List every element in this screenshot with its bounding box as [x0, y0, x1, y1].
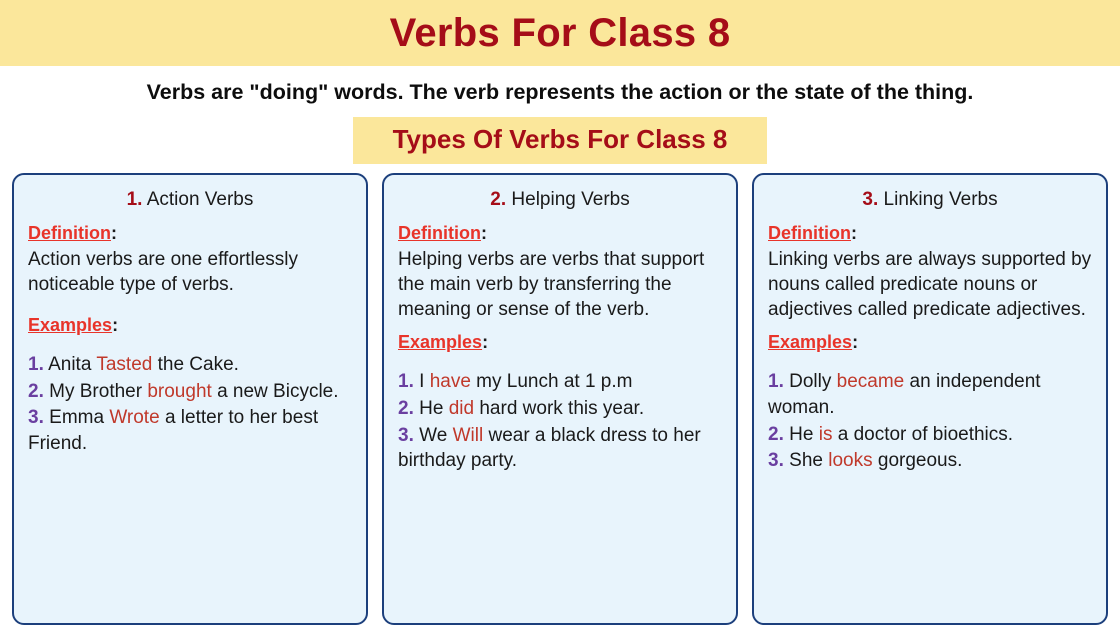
card-helping-verbs: [382, 173, 738, 625]
card-number: 1.: [126, 189, 143, 210]
example-item: 1. Anita Tasted the Cake.: [28, 354, 239, 376]
section-banner-wrap: [0, 117, 1120, 164]
definition-text: Linking verbs are always supported by nouns called predicate nouns or adjectives called predicate adjectives.: [768, 249, 1092, 321]
verb-type-cards: [0, 164, 1120, 625]
examples-label: Examples:: [768, 332, 859, 353]
example-item: 1. Dolly became an independent woman.: [768, 371, 1041, 418]
card-heading: [398, 189, 722, 211]
page-title: Verbs For Class 8: [389, 10, 731, 55]
examples-list: [768, 369, 1092, 474]
example-item: 2. He is a doctor of bioethics.: [768, 423, 1014, 445]
card-action-verbs: [12, 173, 368, 625]
card-title: Action Verbs: [146, 189, 254, 210]
card-number: 2.: [490, 189, 507, 210]
definition-label: Definition:: [768, 223, 857, 243]
definition-text: Action verbs are one effortlessly noticeable type of verbs.: [28, 249, 299, 296]
page-subtitle: Verbs are "doing" words. The verb represents the action or the state of the thing.: [146, 80, 974, 104]
definition-label: Definition:: [28, 223, 117, 243]
examples-label: Examples:: [398, 332, 489, 353]
examples-list: [398, 369, 722, 474]
title-banner: [0, 0, 1120, 66]
example-item: 3. She looks gorgeous.: [768, 450, 963, 472]
card-title: Linking Verbs: [883, 189, 998, 210]
example-item: 3. We Will wear a black dress to her birthday party.: [398, 424, 701, 472]
example-item: 1. I have my Lunch at 1 p.m: [398, 371, 633, 393]
card-heading: [768, 189, 1092, 211]
card-number: 3.: [862, 189, 879, 210]
examples-label: Examples:: [28, 315, 119, 336]
example-item: 3. Emma Wrote a letter to her best Friend.: [28, 407, 319, 455]
example-item: 2. He did hard work this year.: [398, 397, 645, 419]
card-title: Helping Verbs: [511, 189, 630, 210]
examples-list: [28, 352, 352, 457]
definition-text: Helping verbs are verbs that support the main verb by transferring the meaning or sense of the verb.: [398, 249, 705, 321]
definition-label: Definition:: [398, 223, 487, 243]
section-banner: Types Of Verbs For Class 8: [353, 117, 768, 164]
example-item: 2. My Brother brought a new Bicycle.: [28, 380, 339, 402]
card-heading: [28, 189, 352, 211]
card-linking-verbs: [752, 173, 1108, 625]
